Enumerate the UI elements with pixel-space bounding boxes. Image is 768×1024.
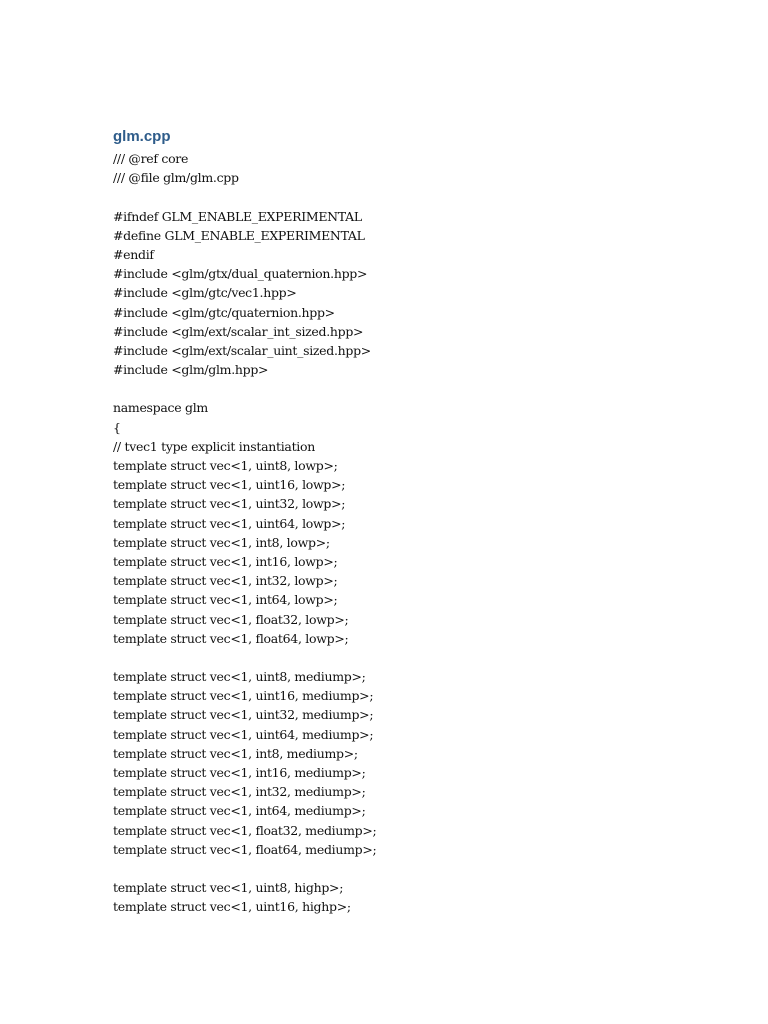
- code-line: template struct vec<1, int32, mediump>;: [113, 784, 366, 800]
- blank-line: [113, 648, 713, 667]
- code-line: /// @ref core: [113, 151, 189, 166]
- code-line: #include <glm/gtc/quaternion.hpp>: [113, 304, 335, 320]
- code-line: #ifndef GLM_ENABLE_EXPERIMENTAL: [113, 208, 362, 224]
- code-listing: [113, 149, 713, 917]
- code-line: namespace glm: [113, 400, 208, 416]
- code-line: template struct vec<1, int64, mediump>;: [113, 803, 366, 819]
- code-line: {: [113, 419, 121, 435]
- document-content: [113, 126, 713, 917]
- code-line: // tvec1 type explicit instantiation: [113, 438, 315, 454]
- code-line: /// @file glm/glm.cpp: [113, 170, 239, 186]
- code-line: template struct vec<1, uint16, mediump>;: [113, 688, 374, 704]
- code-line: template struct vec<1, uint32, mediump>;: [113, 707, 374, 723]
- code-line: template struct vec<1, uint16, lowp>;: [113, 477, 346, 493]
- code-line: #define GLM_ENABLE_EXPERIMENTAL: [113, 227, 365, 243]
- blank-line: [113, 187, 713, 206]
- code-line: template struct vec<1, int8, mediump>;: [113, 745, 358, 761]
- code-line: template struct vec<1, uint64, lowp>;: [113, 515, 346, 531]
- code-line: template struct vec<1, int16, lowp>;: [113, 553, 338, 569]
- code-line: template struct vec<1, uint64, mediump>;: [113, 726, 374, 742]
- code-line: template struct vec<1, float32, lowp>;: [113, 611, 349, 627]
- code-line: template struct vec<1, uint8, mediump>;: [113, 669, 366, 685]
- blank-line: [113, 379, 713, 398]
- code-line: template struct vec<1, uint8, lowp>;: [113, 458, 338, 473]
- code-line: template struct vec<1, float64, lowp>;: [113, 630, 349, 646]
- code-line: template struct vec<1, uint8, highp>;: [113, 880, 344, 896]
- code-line: template struct vec<1, float32, mediump>;: [113, 822, 377, 838]
- code-line: template struct vec<1, uint32, lowp>;: [113, 496, 346, 512]
- blank-line: [113, 859, 713, 878]
- code-line: template struct vec<1, int32, lowp>;: [113, 573, 338, 589]
- document-title: glm.cpp: [113, 128, 171, 145]
- code-line: template struct vec<1, int8, lowp>;: [113, 534, 330, 550]
- code-line: template struct vec<1, int16, mediump>;: [113, 765, 366, 780]
- code-line: template struct vec<1, float64, mediump>;: [113, 841, 377, 857]
- code-line: #include <glm/ext/scalar_uint_sized.hpp>: [113, 342, 371, 358]
- code-line: template struct vec<1, uint16, highp>;: [113, 899, 351, 915]
- code-line: #include <glm/ext/scalar_int_sized.hpp>: [113, 323, 364, 339]
- code-line: #include <glm/gtc/vec1.hpp>: [113, 285, 297, 301]
- code-line: #endif: [113, 246, 154, 262]
- code-line: #include <glm/glm.hpp>: [113, 362, 269, 378]
- code-line: #include <glm/gtx/dual_quaternion.hpp>: [113, 266, 368, 282]
- code-line: template struct vec<1, int64, lowp>;: [113, 592, 338, 608]
